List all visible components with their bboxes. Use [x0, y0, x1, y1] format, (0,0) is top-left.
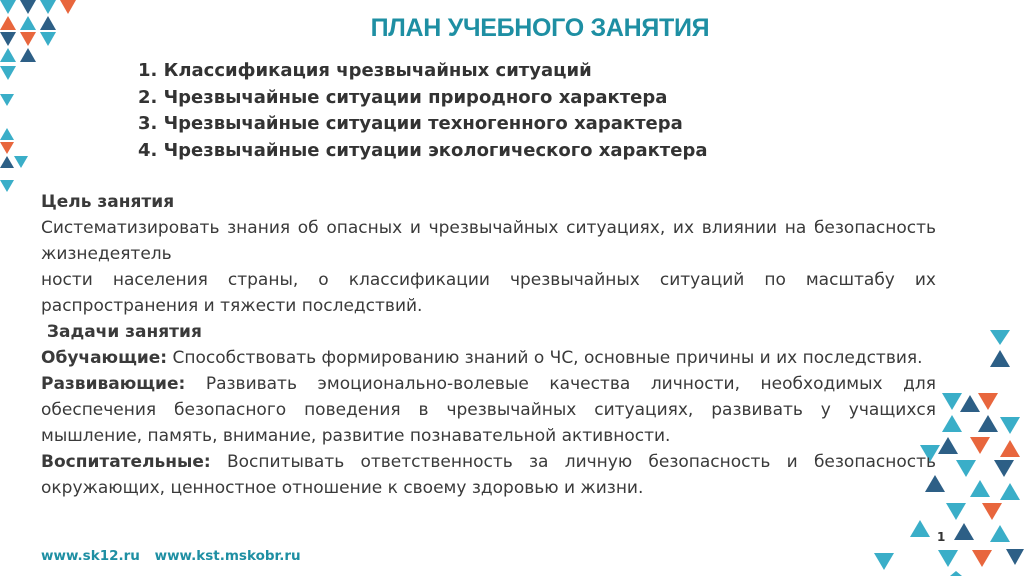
- footer-link-kst[interactable]: www.kst.mskobr.ru: [154, 548, 301, 564]
- teaching-task: [41, 345, 936, 371]
- lesson-plan-list: [138, 58, 707, 164]
- plan-item: 1. Классификация чрезвычайных ситуаций: [138, 60, 592, 81]
- teaching-label: Обучающие:: [41, 348, 168, 368]
- educating-task: [41, 449, 936, 501]
- goal-text-line1: Систематизировать знания об опасных и чрезвычайных ситуациях, их влиянии на безопасность жизнедеятель: [41, 218, 936, 264]
- developing-label: Развивающие:: [41, 374, 186, 394]
- plan-item: 2. Чрезвычайные ситуации природного характера: [138, 86, 668, 108]
- goal-text-line2: ности населения страны, о классификации чрезвычайных ситуаций по масштабу их распространения и тяжести последствий.: [41, 270, 936, 316]
- developing-text: Развивать эмоционально-волевые качества личности, необходимых для обеспечения безопасного поведения в чрезвычайных ситуациях, развивать у учащихся мышление, память, внимание, развитие познавательной активности.: [41, 374, 936, 446]
- educating-text: Воспитывать ответственность за личную безопасность и безопасность окружающих, ценностное отношение к своему здоровью и жизни.: [41, 452, 936, 498]
- lesson-description: [41, 189, 936, 501]
- developing-task: [41, 371, 936, 449]
- goal-heading: Цель занятия: [41, 192, 175, 212]
- footer-link-sk12[interactable]: www.sk12.ru: [41, 548, 140, 564]
- plan-item: 4. Чрезвычайные ситуации экологического характера: [138, 139, 708, 161]
- teaching-text: Способствовать формированию знаний о ЧС, основные причины и их последствия.: [167, 348, 923, 368]
- educating-label: Воспитательные:: [41, 452, 211, 472]
- page-title: ПЛАН УЧЕБНОГО ЗАНЯТИЯ: [370, 14, 710, 42]
- page-number: 1: [937, 530, 946, 544]
- plan-item: 3. Чрезвычайные ситуации техногенного характера: [138, 113, 683, 134]
- footer-links: [41, 548, 311, 564]
- tasks-heading: Задачи занятия: [41, 322, 202, 342]
